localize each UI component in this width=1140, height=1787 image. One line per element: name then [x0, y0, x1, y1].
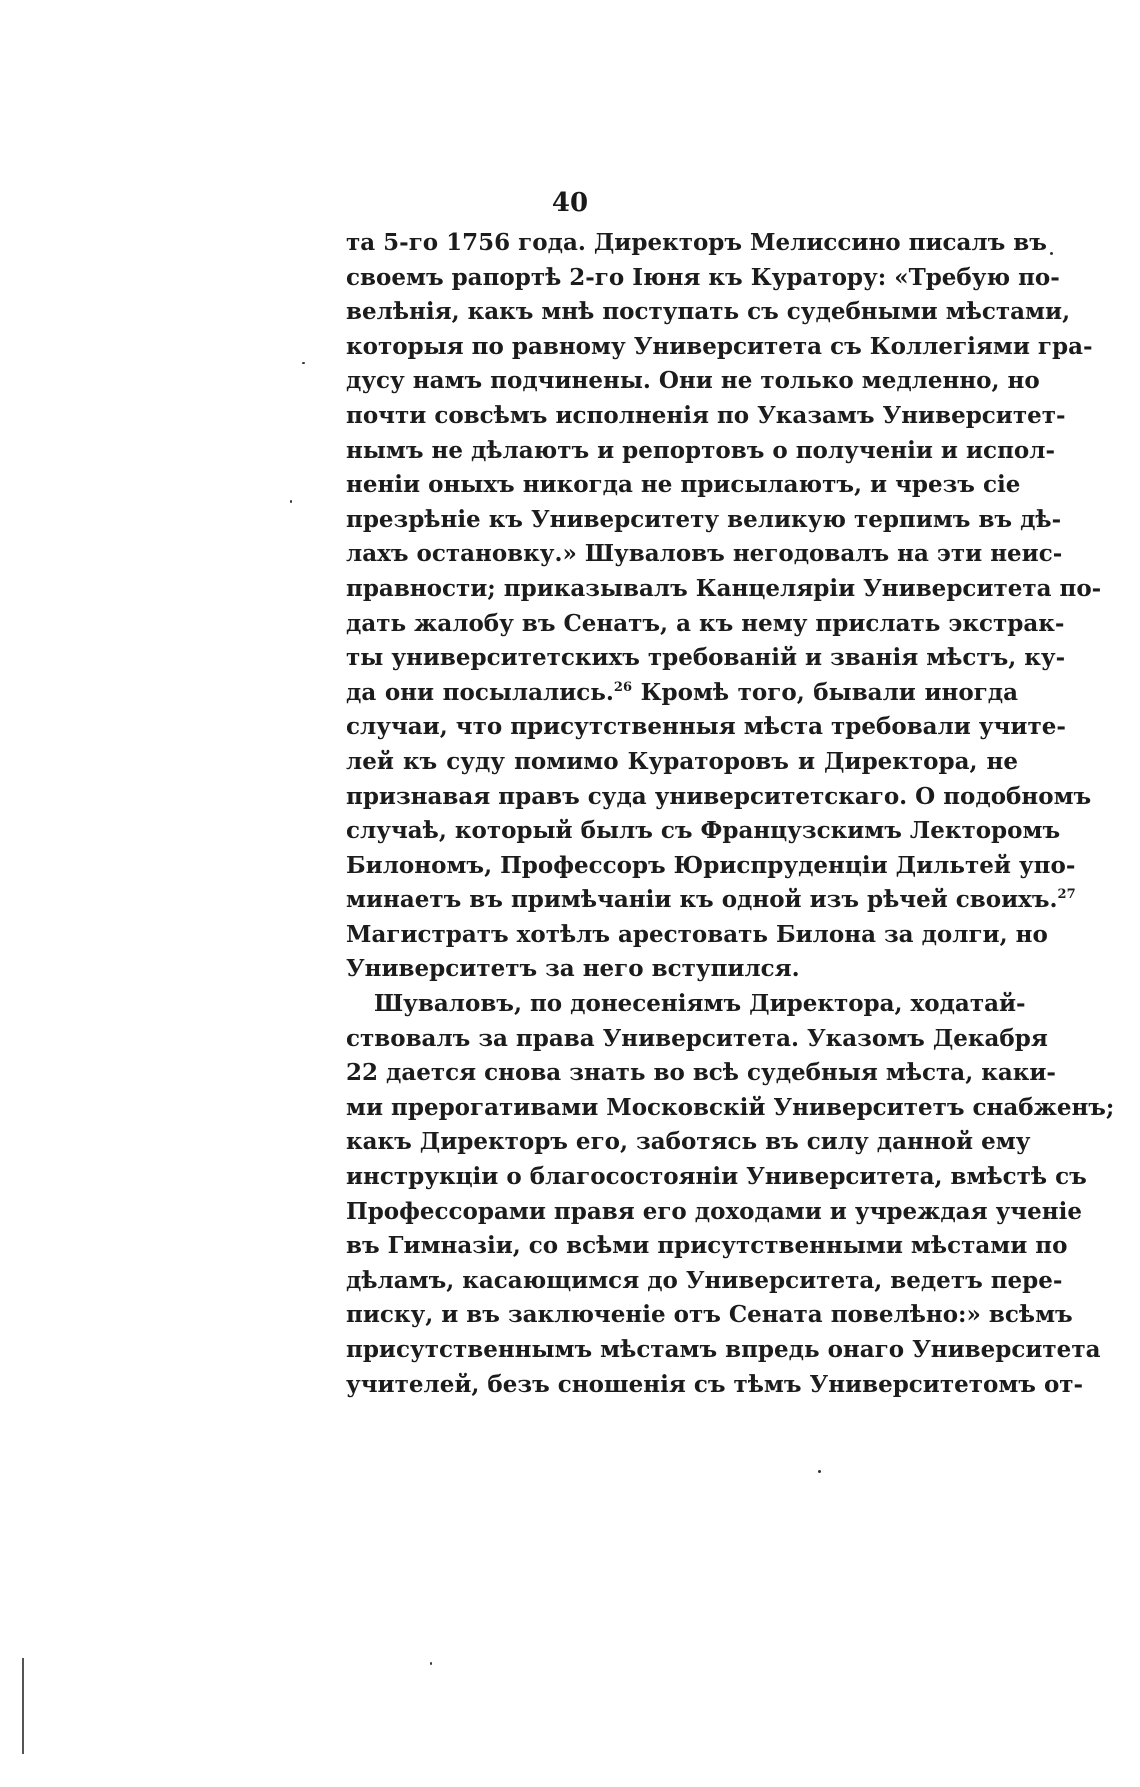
body-text — [346, 226, 1115, 1402]
text-line: ми прерогативами Московскій Университетъ снабженъ; — [346, 1093, 1115, 1121]
scan-speck — [818, 1470, 821, 1473]
text-line: своемъ рапортѣ 2-го Іюня къ Куратору: «Требую по- — [346, 263, 1060, 291]
text-line: случаѣ, который былъ съ Французскимъ Лекторомъ — [346, 817, 1061, 845]
text-line: почти совсѣмъ исполненія по Указамъ Университет- — [346, 401, 1066, 429]
text-line: дусу намъ подчинены. Они не только медленно, но — [346, 367, 1040, 395]
text-line: случаи, что присутственныя мѣста требовали учите- — [346, 713, 1066, 741]
scan-speck — [290, 500, 292, 503]
scan-speck — [1050, 252, 1053, 255]
scan-speck — [430, 1662, 432, 1665]
text-line-indented: Шуваловъ, по донесеніямъ Директора, ходатай- — [374, 990, 1026, 1018]
page-number: 40 — [551, 188, 589, 218]
text-line: лей къ суду помимо Кураторовъ и Директора, не — [346, 747, 1018, 775]
paragraph-1 — [346, 226, 1102, 987]
text-line-with-footnote-27 — [346, 883, 1076, 918]
text-line: неніи оныхъ никогда не присылаютъ, и чрезъ сіе — [346, 471, 1021, 499]
text-line: Билономъ, Профессоръ Юриспруденціи Дильтей упо- — [346, 851, 1076, 879]
paragraph-2 — [346, 987, 1115, 1402]
footnote-ref-26: 26 — [613, 679, 632, 695]
text-line-last: Университетъ за него вступился. — [346, 955, 800, 983]
scan-margin-line — [22, 1658, 24, 1754]
text-line: признавая правъ суда университетскаго. О подобномъ — [346, 782, 1092, 810]
text-line: 22 дается снова знать во всѣ судебныя мѣста, каки- — [346, 1059, 1056, 1087]
text-line: инструкціи о благосостояніи Университета, вмѣстѣ съ — [346, 1163, 1087, 1191]
text-line: нымъ не дѣлаютъ и репортовъ о полученіи и испол- — [346, 436, 1056, 464]
text-line: писку, и въ заключеніе отъ Сената повелѣно:» всѣмъ — [346, 1301, 1073, 1329]
text-line: которыя по равному Университета съ Коллегіями гра- — [346, 332, 1093, 360]
text-line: Магистратъ хотѣлъ арестовать Билона за долги, но — [346, 920, 1048, 948]
footnote-ref-27: 27 — [1057, 887, 1076, 903]
text-line: та 5-го 1756 года. Директоръ Мелиссино писалъ въ — [346, 229, 1047, 256]
text-line: учителей, безъ сношенія съ тѣмъ Университетомъ от- — [346, 1370, 1084, 1398]
text-line: Профессорами правя его доходами и учреждая ученіе — [346, 1197, 1082, 1225]
text-line: дѣламъ, касающимся до Университета, ведетъ пере- — [346, 1266, 1063, 1294]
line-text-before: да они посылались. — [346, 678, 614, 706]
scan-speck — [302, 362, 305, 364]
line-text-after: Кромѣ того, бывали иногда — [640, 678, 1018, 706]
text-line: правности; приказывалъ Канцеляріи Университета по- — [346, 574, 1102, 602]
text-line: презрѣніе къ Университету великую терпимъ въ дѣ- — [346, 505, 1062, 533]
text-line: присутственнымъ мѣстамъ впредь онаго Университета — [346, 1336, 1101, 1363]
text-line: ты университетскихъ требованій и званія мѣстъ, ку- — [346, 644, 1066, 672]
text-line-with-footnote-26 — [346, 676, 1018, 711]
text-line: велѣнія, какъ мнѣ поступать съ судебными мѣстами, — [346, 298, 1071, 326]
line-text-before: минаетъ въ примѣчаніи къ одной изъ рѣчей своихъ. — [346, 886, 1058, 914]
text-line: лахъ остановку.» Шуваловъ негодовалъ на эти неис- — [346, 540, 1063, 568]
text-line: какъ Директоръ его, заботясь въ силу данной ему — [346, 1128, 1031, 1156]
text-line: въ Гимназіи, со всѣми присутственными мѣстами по — [346, 1232, 1068, 1260]
text-line: дать жалобу въ Сенатъ, а къ нему прислать экстрак- — [346, 609, 1065, 637]
text-line: ствовалъ за права Университета. Указомъ Декабря — [346, 1024, 1048, 1052]
